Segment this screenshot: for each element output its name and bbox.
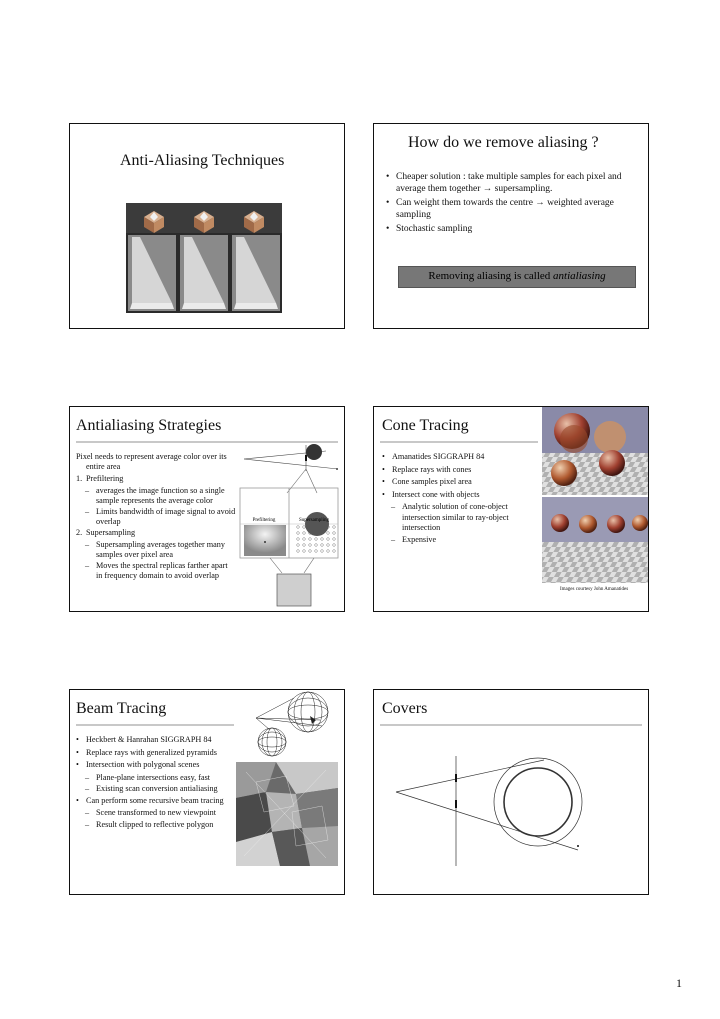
- slide-beam-tracing: [69, 689, 345, 895]
- bullet-list: [76, 735, 240, 831]
- beam-traced-scene-image: [236, 762, 338, 866]
- label-prefiltering: Prefiltering: [252, 518, 276, 523]
- page-number: 1: [676, 976, 682, 990]
- bullet-item: • Amanatides SIGGRAPH 84: [382, 452, 530, 463]
- sub-item: – Limits bandwidth of image signal to avoid overlap: [76, 507, 236, 527]
- bullet-item: • Can perform some recursive beam tracing: [76, 796, 240, 807]
- bullet-item: • Cheaper solution : take multiple samples for each pixel and average them together → supersampling.: [386, 171, 644, 195]
- slide-anti-aliasing-techniques: [69, 123, 345, 329]
- slide-title: Anti-Aliasing Techniques: [120, 152, 285, 169]
- bullet-item: • Heckbert & Hanrahan SIGGRAPH 84: [76, 735, 240, 746]
- banner-emphasis: antialiasing: [553, 270, 606, 282]
- sub-item: – Expensive: [382, 535, 530, 546]
- sampling-diagram: [230, 441, 344, 611]
- cone-traced-spheres-image: [542, 407, 649, 585]
- bullet-item: • Replace rays with cones: [382, 465, 530, 476]
- slide-remove-aliasing: [373, 123, 649, 329]
- slide-title: How do we remove aliasing ?: [408, 134, 599, 151]
- bullet-item: • Intersect cone with objects: [382, 490, 530, 501]
- label-supersampling: Supersampling: [299, 518, 329, 523]
- bullet-item: • Cone samples pixel area: [382, 477, 530, 488]
- title-rule: [76, 724, 234, 726]
- item-prefiltering: 1. Prefiltering: [76, 474, 236, 484]
- banner-text: Removing aliasing is called antialiasing: [428, 270, 606, 282]
- slide-covers: [373, 689, 649, 895]
- bullet-item: • Replace rays with generalized pyramids: [76, 748, 240, 759]
- sub-item: – Supersampling averages together many samples over pixel area: [76, 540, 236, 560]
- sub-item: – Existing scan conversion antialiasing: [76, 784, 240, 795]
- bullet-list: [382, 452, 530, 546]
- slide-title: Cone Tracing: [382, 417, 469, 434]
- intro-text: Pixel needs to represent average color over its entire area: [76, 452, 227, 471]
- sub-item: – Analytic solution of cone-object intersection similar to ray-object intersection: [382, 502, 530, 534]
- sub-item: – Scene transformed to new viewpoint: [76, 808, 240, 819]
- bullet-item: • Stochastic sampling: [386, 223, 644, 235]
- aliased-cubes-image: [126, 203, 282, 313]
- strategy-list: [76, 452, 236, 582]
- beam-wireframe-spheres: [250, 690, 345, 760]
- slide-antialiasing-strategies: [69, 406, 345, 612]
- bullet-list: [386, 171, 644, 237]
- sub-item: – Plane-plane intersections easy, fast: [76, 773, 240, 784]
- sub-item: – averages the image function so a single sample represents the average color: [76, 486, 236, 506]
- sub-item: – Moves the spectral replicas farther apart in frequency domain to avoid overlap: [76, 561, 236, 581]
- slide-title: Beam Tracing: [76, 700, 167, 717]
- sub-item: – Result clipped to reflective polygon: [76, 820, 240, 831]
- slide-cone-tracing: [373, 406, 649, 612]
- bullet-item: • Can weight them towards the centre → weighted average sampling: [386, 197, 644, 221]
- covers-diagram: [374, 730, 649, 890]
- slide-title: Covers: [382, 700, 428, 717]
- title-rule: [380, 724, 642, 726]
- antialiasing-banner: [398, 266, 636, 288]
- bullet-item: • Intersection with polygonal scenes: [76, 760, 240, 771]
- title-rule: [380, 441, 538, 443]
- image-credit: Images courtesy John Amanatides: [560, 587, 629, 592]
- slide-title: Antialiasing Strategies: [76, 417, 222, 434]
- item-supersampling: 2. Supersampling: [76, 528, 236, 538]
